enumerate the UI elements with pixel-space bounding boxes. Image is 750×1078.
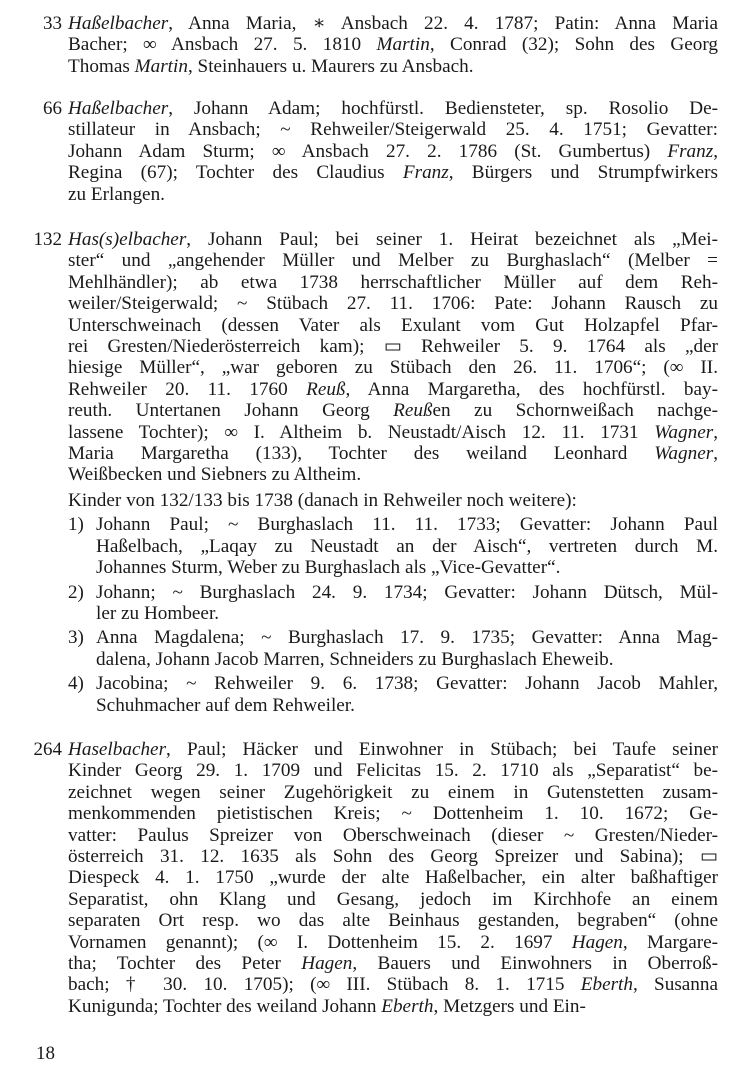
text-segment: Weißbecken und Siebners zu Altheim. <box>68 464 362 486</box>
child-number: 3) <box>68 627 84 649</box>
text-segment: Thomas <box>68 55 135 77</box>
text-segment: , Paul; Häcker und Einwohner in Stübach; bei Taufe seiner <box>166 739 718 760</box>
text-segment: hiesige Müller“, „war geboren zu Stübach den 26. 11. 1706“; (∞ II. <box>68 357 718 379</box>
entry-text <box>68 739 718 1017</box>
text-segment: Kinder Georg 29. 1. 1709 und Felicitas 15. 2. 1710 als „Separatist“ be- <box>68 760 718 782</box>
text-line <box>68 293 718 314</box>
text-segment: , <box>713 442 718 464</box>
italic-name: Reuß <box>393 400 433 422</box>
child-item <box>68 627 718 670</box>
text-segment: ster“ und „angehender Müller und Melber zu Burghaslach“ (Melber = <box>68 250 718 272</box>
italic-name: Haselbacher <box>68 739 167 760</box>
text-line <box>68 336 718 357</box>
text-line <box>68 56 718 77</box>
text-segment: vatter: Paulus Spreizer von Oberschweinach (dieser ~ Gresten/Nieder- <box>68 824 718 846</box>
text-line <box>68 422 718 443</box>
child-item <box>68 582 718 625</box>
entry-number: 264 <box>33 739 62 760</box>
text-segment: rei Gresten/Niederösterreich kam); ▭ Rehweiler 5. 9. 1764 als „der <box>68 335 718 357</box>
italic-name: Reuß <box>306 378 346 400</box>
text-segment: zu Erlangen. <box>68 183 165 205</box>
italic-name: Eberth <box>381 995 434 1017</box>
text-line <box>68 400 718 421</box>
text-segment: , <box>713 140 718 162</box>
text-line <box>68 974 718 995</box>
text-line: Schuhmacher auf dem Rehweiler. <box>96 694 355 716</box>
text-segment: , Margare- <box>622 931 719 953</box>
text-line <box>68 141 718 162</box>
text-segment: , Conrad (32); Sohn des Georg <box>429 34 718 56</box>
text-line <box>68 910 718 931</box>
text-line <box>68 272 718 293</box>
text-segment: , Johann Adam; hochfürstl. Bediensteter, sp. Rosolio De- <box>168 98 718 119</box>
children-section <box>68 490 718 719</box>
text-segment: österreich 31. 12. 1635 als Sohn des Georg Spreizer und Sabina); ▭ <box>68 845 718 867</box>
text-line <box>68 464 718 485</box>
text-segment: , Metzgers und Ein- <box>433 995 586 1017</box>
text-line <box>68 13 718 34</box>
text-line <box>68 760 718 781</box>
text-segment: Diespeck 4. 1. 1750 „wurde der alte Haßelbacher, ein alter baßhaftiger <box>68 867 718 889</box>
text-segment: , Steinhauers u. Maurers zu Ansbach. <box>187 55 474 77</box>
child-number: 4) <box>68 673 84 695</box>
text-segment: Kunigunda; Tochter des weiland Johann <box>68 995 382 1017</box>
text-segment: tha; Tochter des Peter <box>68 952 302 974</box>
italic-name: Martin <box>134 55 188 77</box>
text-segment: , Johann Paul; bei seiner 1. Heirat bezeichnet als „Mei- <box>186 229 718 250</box>
italic-name: Franz <box>667 140 714 162</box>
entry-number: 132 <box>33 229 62 250</box>
text-segment: Separatist, ohn Klang und Gesang, jedoch im Kirchhofe an einem <box>68 888 718 910</box>
text-line <box>68 889 718 910</box>
text-segment: , Bauers und Einwohners in Oberroß- <box>352 952 719 974</box>
text-segment: Regina (67); Tochter des Claudius <box>68 162 403 184</box>
text-segment: Bacher; ∞ Ansbach 27. 5. 1810 <box>68 34 377 56</box>
text-line: Jacobina; ~ Rehweiler 9. 6. 1738; Gevatter: Johann Jacob Mahler, <box>96 673 718 695</box>
italic-name: Hagen <box>571 931 623 953</box>
italic-name: Franz <box>402 162 449 184</box>
italic-name: Haßelbacher <box>68 98 169 119</box>
text-line <box>68 739 718 760</box>
text-line <box>68 250 718 271</box>
text-line <box>68 162 718 183</box>
text-segment: zeichnet wegen seiner Zugehörigkeit zu einem in Gutenstetten zusam- <box>68 781 718 803</box>
child-number: 1) <box>68 514 84 536</box>
italic-name: Martin <box>376 34 430 56</box>
text-segment: , Anna Margaretha, des hochfürstl. bay- <box>345 378 718 400</box>
child-item <box>68 514 718 578</box>
text-line <box>68 932 718 953</box>
text-segment: , Anna Maria, ∗ Ansbach 22. 4. 1787; Patin: Anna Maria <box>168 13 718 34</box>
text-line <box>68 803 718 824</box>
text-line: Johann; ~ Burghaslach 24. 9. 1734; Gevatter: Johann Dütsch, Mül- <box>96 581 718 603</box>
italic-name: Hagen <box>301 952 353 974</box>
italic-name: Eberth <box>580 974 633 996</box>
entry-text <box>68 13 718 77</box>
text-segment: Maria Margaretha (133), Tochter des weiland Leonhard <box>68 442 655 464</box>
text-line <box>68 184 718 205</box>
text-line: ler zu Hombeer. <box>96 602 220 624</box>
text-line <box>68 119 718 140</box>
text-segment: reuth. Untertanen Johann Georg <box>68 400 394 422</box>
child-number: 2) <box>68 581 84 603</box>
text-line <box>68 867 718 888</box>
text-segment: separaten Ort resp. wo das alte Beinhaus gestanden, begraben“ (ohne <box>68 910 718 932</box>
text-segment: Unterschweinach (dessen Vater als Exulant vom Gut Holzapfel Pfar- <box>68 314 718 336</box>
text-line <box>68 825 718 846</box>
text-line <box>68 782 718 803</box>
text-line: Anna Magdalena; ~ Burghaslach 17. 9. 1735; Gevatter: Anna Mag- <box>96 627 718 649</box>
children-intro: Kinder von 132/133 bis 1738 (danach in Rehweiler noch weitere): <box>68 490 577 511</box>
text-line <box>68 98 718 119</box>
entry-text <box>68 229 718 486</box>
text-line <box>68 379 718 400</box>
text-segment: Vornamen genannt); (∞ I. Dottenheim 15. 2. 1697 <box>68 931 572 953</box>
text-segment: Mehlhändler); ab etwa 1738 herrschaftlicher Müller auf dem Reh- <box>68 271 718 293</box>
text-line: Haßelbach, „Laqay zu Neustadt an der Aisch“, vertreten durch M. <box>96 535 718 557</box>
text-line: Johann Paul; ~ Burghaslach 11. 11. 1733; Gevatter: Johann Paul <box>96 514 718 536</box>
text-segment: lassene Tochter); ∞ I. Altheim b. Neustadt/Aisch 12. 11. 1731 <box>68 421 655 443</box>
italic-name: Wagner <box>654 421 714 443</box>
text-line <box>68 357 718 378</box>
text-line <box>68 846 718 867</box>
text-line <box>68 315 718 336</box>
text-segment: Rehweiler 20. 11. 1760 <box>68 378 307 400</box>
text-segment: stillateur in Ansbach; ~ Rehweiler/Steigerwald 25. 4. 1751; Gevatter: <box>68 119 718 141</box>
text-line: Johannes Sturm, Weber zu Burghaslach als „Vice-Gevatter“. <box>96 557 561 579</box>
text-line <box>68 953 718 974</box>
text-line: dalena, Johann Jacob Marren, Schneiders zu Burghaslach Eheweib. <box>96 648 614 670</box>
page-number: 18 <box>36 1043 55 1064</box>
italic-name: Has(s)elbacher <box>68 229 187 250</box>
entry-number: 66 <box>43 98 62 119</box>
entry-text <box>68 98 718 205</box>
entry-number: 33 <box>43 13 62 34</box>
italic-name: Haßelbacher <box>68 13 169 34</box>
text-segment: , Susanna <box>632 974 719 996</box>
text-line <box>68 34 718 55</box>
text-segment: , Bürgers und Strumpfwirkers <box>448 162 719 184</box>
children-list <box>68 514 718 716</box>
text-line <box>68 229 718 250</box>
text-segment: Johann Adam Sturm; ∞ Ansbach 27. 2. 1786 (St. Gumbertus) <box>68 140 668 162</box>
text-line <box>68 443 718 464</box>
text-segment: en zu Schornweißach nachge- <box>432 400 718 422</box>
text-segment: bach; † 30. 10. 1705); (∞ III. Stübach 8. 1. 1715 <box>68 974 581 996</box>
text-segment: , <box>713 421 718 443</box>
italic-name: Wagner <box>654 442 714 464</box>
text-segment: weiler/Steigerwald; ~ Stübach 27. 11. 1706: Pate: Johann Rausch zu <box>68 293 718 315</box>
child-item <box>68 673 718 716</box>
text-line <box>68 996 718 1017</box>
text-segment: menkommenden pietistischen Kreis; ~ Dottenheim 1. 10. 1672; Ge- <box>68 803 718 825</box>
